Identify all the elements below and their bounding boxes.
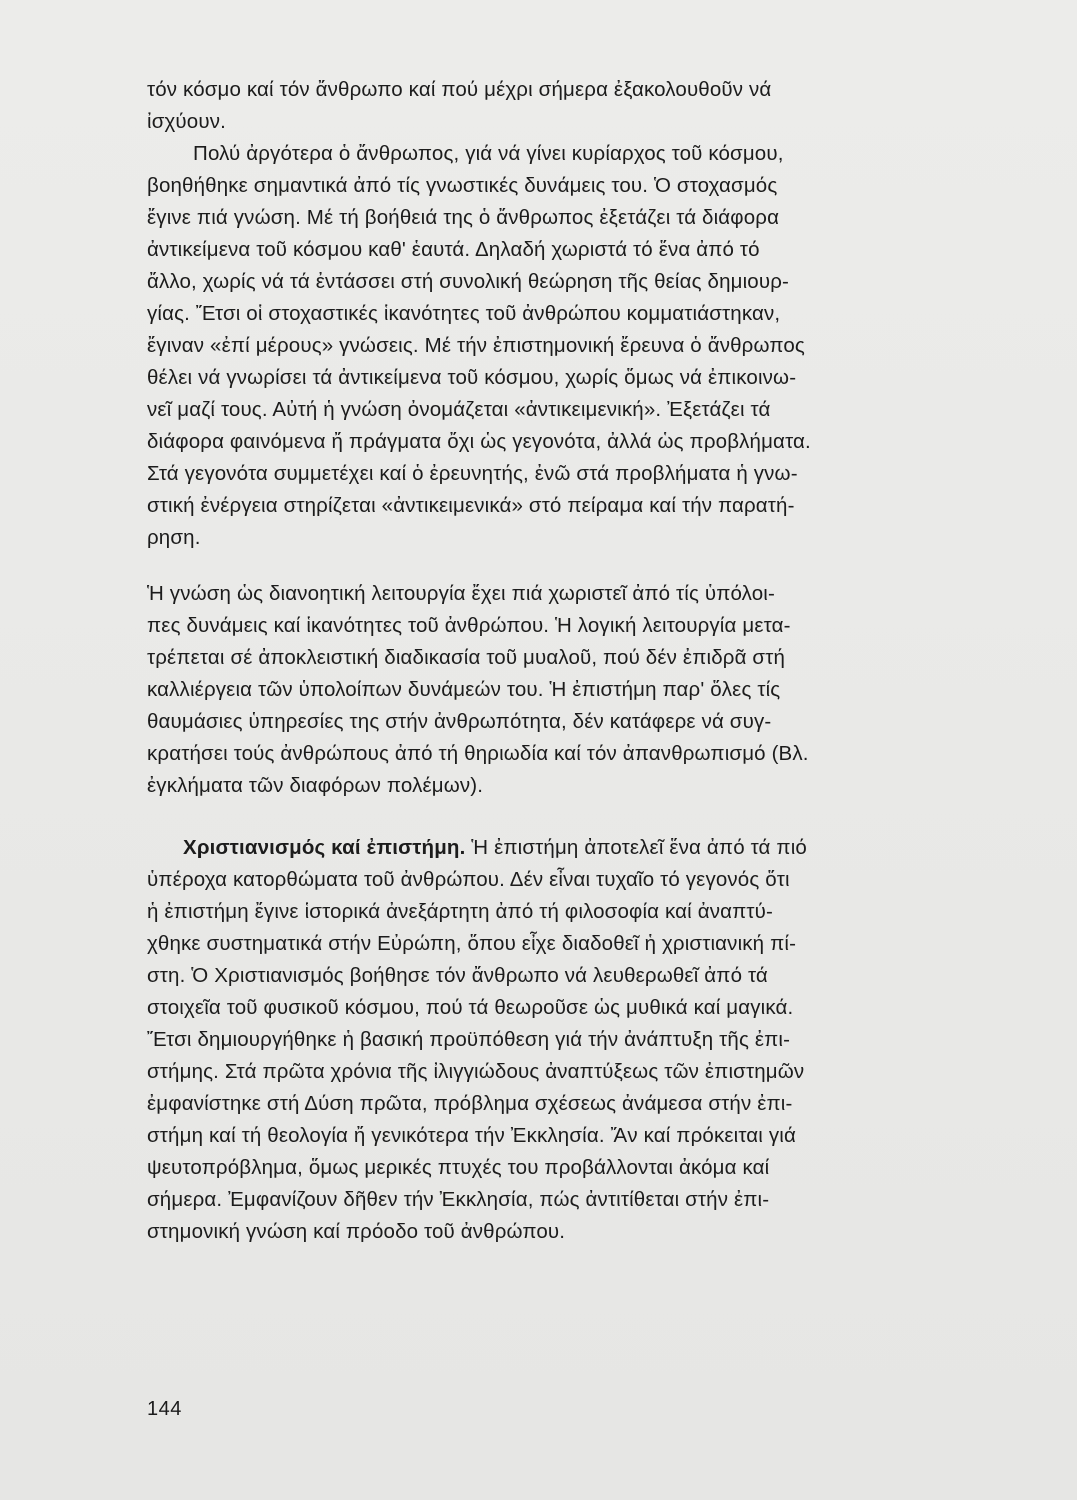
text-line: διάφορα φαινόμενα ἤ πράγματα ὄχι ὡς γεγονότα, ἀλλά ὡς προβλήματα. xyxy=(147,430,811,453)
text-line: χθηκε συστηματικά στήν Εὐρώπη, ὅπου εἶχε διαδοθεῖ ἡ χριστιανική πί- xyxy=(147,932,797,955)
text-line: Στά γεγονότα συμμετέχει καί ὁ ἐρευνητής, ἐνῶ στά προβλήματα ἡ γνω- xyxy=(147,462,798,485)
text-line: θέλει νά γνωρίσει τά ἀντικείμενα τοῦ κόσμου, χωρίς ὅμως νά ἐπικοινω- xyxy=(147,366,797,389)
text-line: ἐγκλήματα τῶν διαφόρων πολέμων). xyxy=(147,774,484,797)
text-line: Πολύ ἀργότερα ὁ ἄνθρωπος, γιά νά γίνει κυρίαρχος τοῦ κόσμου, xyxy=(193,142,784,165)
text-line: κρατήσει τούς ἀνθρώπους ἀπό τή θηριωδία καί τόν ἀπανθρωπισμό (Βλ. xyxy=(147,742,809,765)
page-number: 144 xyxy=(147,1398,182,1420)
text-line: ἰσχύουν. xyxy=(147,110,226,133)
text-line xyxy=(147,832,1003,864)
text-line: ὑπέροχα κατορθώματα τοῦ ἀνθρώπου. Δέν εἶναι τυχαῖο τό γεγονός ὅτι xyxy=(147,868,790,891)
text-line: τρέπεται σέ ἀποκλειστική διαδικασία τοῦ μυαλοῦ, πού δέν ἐπιδρᾶ στή xyxy=(147,646,786,669)
text-line: ἄλλο, χωρίς νά τά ἐντάσσει στή συνολική θεώρηση τῆς θείας δημιουρ- xyxy=(147,270,789,293)
heading-line-text: Ἡ ἐπιστήμη ἀποτελεῖ ἕνα ἀπό τά πιό xyxy=(465,836,807,859)
text-line: πες δυνάμεις καί ἱκανότητες τοῦ ἀνθρώπου. Ἡ λογική λειτουργία μετα- xyxy=(147,614,791,637)
section-heading: Χριστιανισμός καί ἐπιστήμη. xyxy=(183,836,466,859)
text-line: ρηση. xyxy=(147,526,201,549)
paragraph-4 xyxy=(147,832,1003,1248)
text-line: βοηθήθηκε σημαντικά ἀπό τίς γνωστικές δυνάμεις του. Ὁ στοχασμός xyxy=(147,174,778,197)
paragraph-gap xyxy=(147,554,1003,578)
text-line: στήμη καί τή θεολογία ἤ γενικότερα τήν Ἐκκλησία. Ἄν καί πρόκειται γιά xyxy=(147,1124,796,1147)
text-line: τόν κόσμο καί τόν ἄνθρωπο καί πού μέχρι σήμερα ἐξακολουθοῦν νά xyxy=(147,78,772,101)
text-line: ἀντικείμενα τοῦ κόσμου καθ' ἑαυτά. Δηλαδή χωριστά τό ἕνα ἀπό τό xyxy=(147,238,760,261)
text-line: στήμης. Στά πρῶτα χρόνια τῆς ἰλιγγιώδους ἀναπτύξεως τῶν ἐπιστημῶν xyxy=(147,1060,805,1083)
paragraph-gap xyxy=(147,802,1003,832)
text-line: θαυμάσιες ὑπηρεσίες της στήν ἀνθρωπότητα, δέν κατάφερε νά συγ- xyxy=(147,710,772,733)
text-line: ἔγινε πιά γνώση. Μέ τή βοήθειά της ὁ ἄνθρωπος ἐξετάζει τά διάφορα xyxy=(147,206,780,229)
text-line: στική ἐνέργεια στηρίζεται «ἀντικειμενικά» στό πείραμα καί τήν παρατή- xyxy=(147,494,795,517)
text-line: σήμερα. Ἐμφανίζουν δῆθεν τήν Ἐκκλησία, πώς ἀντιτίθεται στήν ἐπι- xyxy=(147,1188,770,1211)
text-line: Ἔτσι δημιουργήθηκε ἡ βασική προϋπόθεση γιά τήν ἀνάπτυξη τῆς ἐπι- xyxy=(147,1028,791,1051)
text-line: ἡ ἐπιστήμη ἔγινε ἱστορικά ἀνεξάρτητη ἀπό τή φιλοσοφία καί ἀναπτύ- xyxy=(147,900,773,923)
text-line: καλλιέργεια τῶν ὑπολοίπων δυνάμεών του. Ἡ ἐπιστήμη παρ' ὅλες τίς xyxy=(147,678,781,701)
text-line: στοιχεῖα τοῦ φυσικοῦ κόσμου, πού τά θεωροῦσε ὡς μυθικά καί μαγικά. xyxy=(147,996,794,1019)
text-block xyxy=(147,74,1003,1248)
text-line: Ἡ γνώση ὡς διανοητική λειτουργία ἔχει πιά χωριστεῖ ἀπό τίς ὑπόλοι- xyxy=(147,582,775,605)
text-line: στημονική γνώση καί πρόοδο τοῦ ἀνθρώπου. xyxy=(147,1220,566,1243)
text-line: γίας. Ἔτσι οἱ στοχαστικές ἱκανότητες τοῦ ἀνθρώπου κομματιάστηκαν, xyxy=(147,302,781,325)
text-line: στη. Ὁ Χριστιανισμός βοήθησε τόν ἄνθρωπο νά λευθερωθεῖ ἀπό τά xyxy=(147,964,768,987)
paragraph-2 xyxy=(147,138,1003,554)
paragraph-3 xyxy=(147,578,1003,802)
text-line: ψευτοπρόβλημα, ὅμως μερικές πτυχές του προβάλλονται ἀκόμα καί xyxy=(147,1156,770,1179)
text-line: ἔγιναν «ἐπί μέρους» γνώσεις. Μέ τήν ἐπιστημονική ἔρευνα ὁ ἄνθρωπος xyxy=(147,334,805,357)
text-line: νεῖ μαζί τους. Αὐτή ἡ γνώση ὀνομάζεται «ἀντικειμενική». Ἐξετάζει τά xyxy=(147,398,771,421)
text-line: ἐμφανίστηκε στή Δύση πρῶτα, πρόβλημα σχέσεως ἀνάμεσα στήν ἐπι- xyxy=(147,1092,793,1115)
paragraph-1 xyxy=(147,74,1003,138)
